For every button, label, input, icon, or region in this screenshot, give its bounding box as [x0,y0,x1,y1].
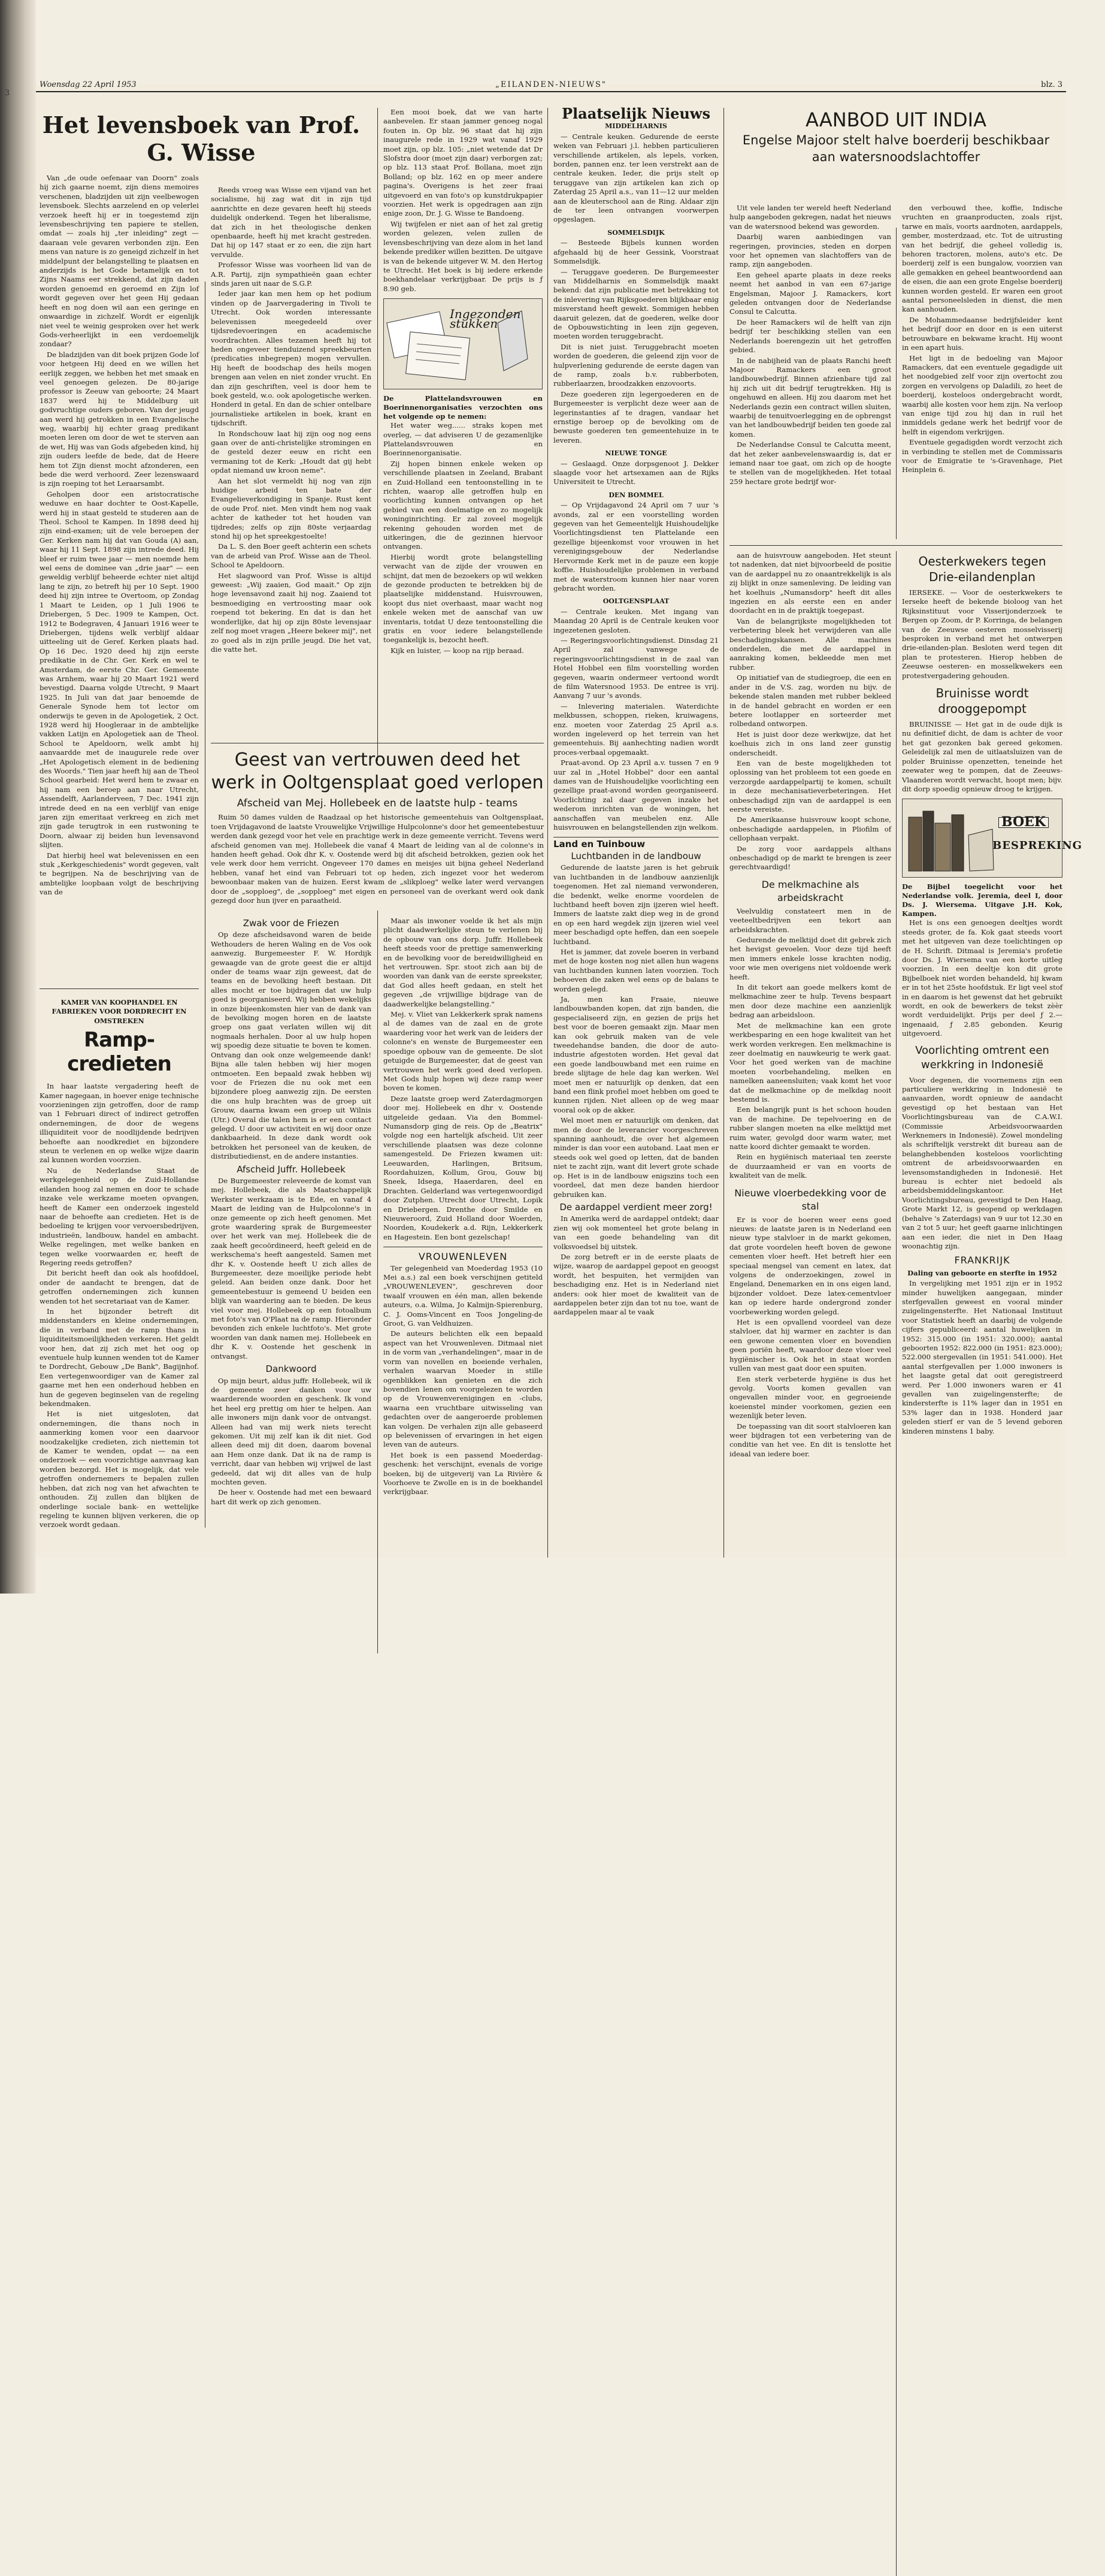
article-paragraph: Aan het slot vermeldt hij nog van zijn huidige arbeid ten bate der Evangelieverkondiging in Spanje. Rust kent de oude Prof. niet. Men vindt hem nog vaak achter de katheder tot het houden van tijdredes; zelfs op zijn 80ste verjaardag stond hij op het spreekgestoelte! [211,476,371,541]
article-wisse-col3 [383,108,543,737]
article-paragraph: De auteurs belichten elk een bepaald aspect van het Vrouwenleven. Ditmaal niet in de vorm van „verhandelingen", maar in de vorm van novellen en boeiende verhalen, verhalen waarvan Moeder in stille ogenblikken kan genieten en die zich bovendien lenen om voorgelezen te worden op de Vrouwenverenigingen en -clubs, waarna een vruchtbare uitwisseling van gedachten over de aangeroerde problemen kan volgen. De verhalen zijn alle gebaseerd op belevenissen of ervaringen in het eigen leven van de auteurs. [383,1329,543,1449]
column-rule [723,108,724,1558]
column-rule [547,108,548,1558]
column-rule [377,911,378,1653]
column-rule [377,108,378,761]
article-paragraph: Dit bericht heeft dan ook als hoofddoel, onder de aandacht te brengen, dat de getroffen ondernemingen zich kunnen wenden tot het secretariaat van de Kamer. [40,1269,199,1305]
article-paragraph: — Geslaagd. Onze dorpsgenoot J. Dekker slaagde voor het artsexamen aan de Rijks Universiteit te Utrecht. [553,459,719,486]
india-subheadline-2: aan watersnoodslachtoffer [812,150,980,164]
article-paragraph: Van „de oude oefenaar van Doorn" zoals hij zich gaarne noemt, zijn diens memoires verschenen, bladzijden uit zijn veelbewogen levensboek. Slechts aarzelend en op velerlei verzoek heeft hij er in toegestemd zijn levensbeschrijving ten papiere te stellen, omdat — zoals hij „ter inleiding" zegt — daaraan vele gevaren verbonden zijn. Een mens van nature is zo geneigd zichzelf in het middelpunt der belangstelling te plaatsen en anderzijds is het Gode betamelijk en tot Zijns Naams eer strekkend, dat zijn daden worden genoemd en geroemd en Zijn lof wordt gegeven over het geen Hij gedaan heeft en nog doen wil aan een geringe en onwaardige in zichzelf. Wordt er eigenlijk niet veel te weinig gesproken over het werk Gods-verheerlijkt in een verdoemelijk zondaar? [40,174,199,349]
article-paragraph: De zorg voor aardappels althans onbeschadigd op de markt te brengen is zeer gerechtvaardigd! [729,844,891,872]
article-paragraph: Da L. S. den Boer geeft achterin een schets van de arbeid van Prof. Wisse aan de Theol. School te Apeldoorn. [211,542,371,570]
article-paragraph: Het slagwoord van Prof. Wisse is altijd geweest: „Wij zaaien, God maait." Op zijn hoge levensavond zaait hij nog. Zaaiend tot besmoediging en vertroosting maar ook roepend tot bekering. En dat is dan het wonderlijke, dat hij op zijn 80ste levensjaar zelf nog moet vragen „Heere bekeer mij", net zo goed als in zijn prille jeugd. Die het vat, die vatte het. [211,571,371,654]
article-paragraph: In dit tekort aan goede melkers komt de melkmachine zeer te hulp. Tevens bespaart men door deze machine een aanzienlijk bedrag aan arbeidsloon. [729,983,891,1020]
article-paragraph: Mej. v. Vliet van Lekkerkerk sprak namens al de dames van de zaal en de grote waardering voor het werk van de leiders der colonne's en wenste de Burgemeester een spoedige opbouw van de gemeente. De slot getuigde de Burgemeester, dat de geest van vertrouwen het werk goed deed verlopen. Met Gods hulp hopen wij deze ramp weer boven te komen. [383,1010,543,1093]
article-paragraph: — Inlevering materialen. Waterdichte melkbussen, schoppen, rieken, kruiwagens, enz. moeten voor Zaterdag 25 April a.s. worden ingeleverd op het terrein van het gemeentehuis. Bij aanhechting nadien wordt proces-verbaal opgemaakt. [553,702,719,757]
article-paragraph: In vergelijking met 1951 zijn er in 1952 minder huwelijken aangegaan, minder sterfgevallen geweest en vooral minder zuigelingensterfte. Het Nationaal Instituut voor Statistiek heeft an daarbij de volgende cijfers gepubliceerd: aantal huwelijken in 1952: 315.000 (in 1951: 320.000); aantal geboorten 1952: 822.000 (in 1951: 823.000); 522.000 stergevallen (in 1951: 541.000). Het aantal sterfgevallen per 1.000 inwoners is het laagste getal dat ooit geregistreerd werd. Per 1.000 inwoners waren er 41 gevallen van zuigelingensterfte; de kindersterfte is 11% lager dan in 1951 en 53% lager dan in 1938. Honderd jaar geleden stierf er van de 5 levend geboren kinderen minstens 1 baby. [902,1279,1062,1435]
article-paragraph: Dit is niet juist. Teruggebracht moeten worden de goederen, die geleend zijn voor de hulpverlening gedurende de eerste dagen van de ramp, zoals b.v. rubberboten, rubberlaarzen, broodzakken enzovoorts. [553,342,719,388]
geest-headline: Geest van vertrouwen deed het werk in Ooltgensplaat goed verlopen [211,749,544,793]
article-paragraph: Ja, men kan Fraaie, nieuwe landbouwbanden kopen, dat zijn banden, die gespecialiseerd zijn, en gezien de prijs het best voor de boeren gemaakt zijn. Maar men kan ook gebruik maken van de vele tweedehandse banden, die door de auto-industrie afgestoten worden. Het geval dat een goede landbouwband met een ruime en brede slijtage de hele dag kan werken. Wel moet men er natuurlijk op denken, dat een band een flink profiel moet hebben om goed te kunnen rijden. Niet alleen op de weg maar vooral ook op de akker. [553,994,719,1114]
article-paragraph: De Amerikaanse huisvrouw koopt schone, onbeschadigde aardappelen, in Pliofilm of cellophaan verpakt. [729,815,891,843]
ingezonden-title: Ingezonden stukken [450,307,521,331]
article-paragraph: Ruim 50 dames vulden de Raadzaal op het historische gemeentehuis van Ooltgensplaat, toen Vrijdagavond de laatste Vrouwelijke Vrijwillige Hulpcolonne's door het gemeentebestuur werden dank gezegd voor het vele en prachtige werk in deze gemeente verricht. Tevens werd afscheid genomen van mej. Hollebeek die vanaf 4 Maart de leiding van al de colonne's in handen heeft gehad. Ook dhr K. v. Oostende werd bij dit afscheid betrokken, gezien ook het vele werk door hem verricht. Ongeveer 170 dames en meisjes uit bijna geheel Nederland hebben, vanaf het eind van Februari tot op heden, zich ingezet voor het wederom bewoonbaar maken van de huizen. Eerst kwam de „slikploeg" welke later werd vervangen door de „sopploeg", de „sopploeg" met eigen en personeel van de overkant werd ook dank gezegd door hun ijver en paraatheid. [211,813,544,905]
article-paragraph: De Burgemeester releveerde de komst van mej. Hollebeek, die als Maatschappelijk Werkster werkzaam is te Ede, en vanaf 4 Maart de leiding van de Hulpcolonne's in onze gemeente op zich heeft genomen. Met grote waardering sprak de Burgemeester over het werk van mej. Hollebeek die de zaak heeft gecoördineerd, heeft geleid en de werkschema's heeft aangesteld. Samen met dhr K. v. Oostende heeft U zich alles de Burgemeester, deze moeilijke periode hebt geleid. Aan beiden onze dank. Door het gemeentebestuur is gemeend U beiden een blijk van waardering aan te bieden. De keus viel voor mej. Hollebeek op een fotoalbum met foto's van O'Plaat na de ramp. Hieronder bevonden zich enkele luchtfoto's. Met grote woorden van dank namen mej. Hollebeek en dhr K. v. Oostende het geschenk in ontvangst. [211,1176,371,1360]
article-paragraph: Reeds vroeg was Wisse een vijand van het socialisme, hij zag wat dit in zijn tijd aanrichtte en deze gevaren heeft hij steeds duidelijk onderkend. Tegen het liberalisme, dat zich in het theologische denken openbaarde, heeft hij met kracht gestreden. Dat hij op 147 staat er zo een, die zijn hart vervulde. [211,186,371,259]
afscheid-heading: Afscheid Juffr. Hollebeek [237,1163,346,1175]
article-paragraph: Praat-avond. Op 23 April a.v. tussen 7 en 9 uur zal in „Hotel Hobbel" door een aantal dames van de Huishoudelijke voorlichting een gezellige praat-avond worden georganiseerd. Voorlichting zal daar gegeven inzake het wederom inrichten van de woningen, het aanschaffen van meubelen enz. Alle huisvrouwen en belangstellenden zijn welkom. [553,758,719,832]
oesterkwekers-heading: Oesterkwekers tegen Drie-eilandenplan [918,554,1046,584]
boek-caption: De Bijbel toegelicht voor het Nederlandse volk. Jeremia, deel I, door Ds. J. Wiersema. Uitgave J.H. Kok, Kampen. [902,882,1062,918]
article-paragraph: IERSEKE. — Voor de oesterkwekers te Ierseke heeft de bekende bioloog van het Rijksinstituut voor Visserijonderzoek te Bergen op Zoom, dr P. Korringa, de belangen van de Zeeuwse oesteren mosselvisserij besproken in verband met het ontwerpen drie-eilanden-plan. Besloten werd tegen dit plan te protesteren. Hierop hebben de Zeeuwse oesteren- en mosselkwekers een protestvergadering gehouden. [902,588,1062,680]
article-india-col2 [902,204,1062,539]
article-paragraph: Het is niet uitgesloten, dat ondernemingen, die thans noch in aanmerking komen voor een daarvoor noodzakelijke credieten, zich niettemin tot de Kamer te wenden, opdat — na een onderzoek — een voorzichtige aanvraag kan worden bezorgd. Het is mogelijk, dat vele getroffen ondernemers te bepalen zullen hebben, dat zich nog van het afwachten te onthouden. Zij zullen dan blijken de onderlinge sociale bank- en wettelijke regeling te kunnen blijven verkeren, die op verzoek wordt gedaan. [40,1410,199,1529]
ingezonden-stukken-illustration [383,298,543,389]
article-paragraph: Een sterk verbeterde hygiëne is dus het gevolg. Voorts komen gevallen van ongevallen minder voor, en gegroeiende koeienstel minder voorkomen, gezien een wezenlijk beter leven. [729,1374,891,1420]
article-paragraph: Deze laatste groep werd Zaterdagmorgen door mej. Hollebeek en dhr v. Oostende uitgeleide gedaan. Via den Bommel-Numansdorp ging de reis. Op de „Beatrix" volgde nog een hartelijk afscheid. Uit zeer verschillende plaatsen was deze colonne samengesteld. De Friezen kwamen uit: Leeuwarden, Harlingen, Britsum, Roordahuizen, Kollum, Grou, Gouw bij Sneek, Idsega, Haaerdaren, deel en Drachten. Gelderland was vertegenwoordigd door Zutphen. Utrecht door Utrecht, Lopik en Driebergen. Drenthe door Smilde en Nieuweroord, Zuid Holland door Woerden, Noorden, Koudekerk a.d. Rijn, Lekkerkerk en Hagestein. Een bont gezelschap! [383,1094,543,1241]
article-paragraph: Deze goederen zijn legergoederen en de Burgemeester is verplicht deze weer aan de legerinstanties af te dragen, vandaar het ernstige beroep op de bevolking om de bewuste goederen ten gemeentehuize in te leveren. [553,389,719,445]
article-paragraph: Wel moet men er natuurlijk om denken, dat men de door de leverancier voorgeschreven spanning aanhoudt, die over het algemeen minder is dan voor een autoband. Laat men er steeds ook wel goed op letten, dat de banden niet te zacht zijn, want dit levert grote schade op. Het is in de landbouw enigszins toch een voordeel, dat men deze banden hierdoor gebruiken kan. [553,1116,719,1199]
article-paragraph: Veelvuldig constateert men in de veeteeltbedrijven een tekort aan arbeidskrachten. [729,906,891,934]
article-paragraph: Kijk en luister, — koop na rijp beraad. [390,646,524,655]
article-paragraph: Een mooi boek, dat we van harte aanbevelen. Er staan jammer genoeg nogal fouten in. Op blz. 96 staat dat hij zijn inaugurele rede in 1929 wat vanaf 1929 moet zijn, op blz. 105: „niet wetende dat Dr Slofstra door (moet zijn daar) verborgen zat; op blz. 113 staat Prof. Bollana, moet zijn Bolland; op blz. 162 en op meer andere pagina's. Overigens is het zeer fraai uitgevoerd en van foto's op kunstdrukpapier voorzien. Het werk is opgedragen aan zijn enige zoon, Dr. J. G. Wisse te Bandoeng. [383,108,543,218]
plaatselijk-headline: Plaatselijk Nieuws [562,105,710,122]
zwak-heading: Zwak voor de Friezen [243,918,340,929]
article-paragraph: Er is voor de boeren weer eens goed nieuws: de laatste jaren is in Nederland een nieuw type stalvloer in de markt gekomen, dat grote voordelen heeft boven de gewone cementen vloer heeft. Het betreft hier een speciaal mengsel van cement en latex, dat volgens de onderzoekingen, zowel in Engeland, Denemarken en in ons eigen land, bijzonder voldoet. Deze latex-cementvloer kan op iedere harde ondergrond zonder voorbewerking worden gelegd. [729,1215,891,1316]
section-rule [40,988,199,989]
article-ramp-credieten [40,994,199,1534]
ooltgensplaat-heading: OOLTGENSPLAAT [603,597,670,606]
article-paragraph: den verbouwd thee, koffie, Indische vruchten en graanproducten, zoals rijst, tarwe en maïs, voorts aardnoten, aardappels, gember, mosterdzaad, etc. Tot de uitrusting van het bedrijf, die geheel volledig is, behoren tractoren, molens, auto's etc. De boerderij zelf is een bungalow, voorzien van alle gemakken en geheel beantwoordend aan de eisen, die aan een grote Engelse boerderij kunnen worden gesteld. Er waren een groot aantal personeelsleden in dienst, die men kan aanhouden. [902,204,1062,314]
article-paragraph: Op initiatief van de studiegroep, die een en ander in de V.S. zag, worden nu bijv. de bekende stalen manden met rubber bekleed in de handel gebracht en worden er een betere lootlapper en sorteerder met rolbedand ontworpen. [729,673,891,728]
article-paragraph: Het ligt in de bedoeling van Majoor Ramackers, dat een eventuele gegadigde uit het noodgebied zelf voor zijn overtocht zou zorgen en vervolgens op Daladili, zo heet de boerderij, kosteloos ondergebracht wordt, waarbij alle kosten voor hem zijn. Na verloop van enige tijd zou hij dan in ruil het inmiddels gedane werk het bedrijf voor de helft in eigendom verkrijgen. [902,353,1062,436]
article-paragraph: Daarbij waren aanbiedingen van regeringen, provincies, steden en dorpen voor het opnemen van slachtoffers van de ramp, zijn aangeboden. [729,232,891,269]
article-paragraph: Eventuele gegadigden wordt verzocht zich in verbinding te stellen met de Commissaris voor de Emigratie te 's-Gravenhage, Piet Heinplein 6. [902,438,1062,474]
article-geest-col2 [383,917,543,1528]
article-paragraph: Het is jammer, dat zovele boeren in verband met de hoge kosten nog niet allen hun wagens van luchtbanden kunnen laten voorzien. Toch behoeven die zaken wel eens op de balans te worden gelegd. [553,947,719,993]
masthead: „EILANDEN-NIEUWS" [495,80,607,89]
boek-label: BOEK [998,817,1049,827]
newspaper-page [36,80,1083,1558]
india-subheadline: Engelse Majoor stelt halve boerderij beschikbaar [742,133,1050,147]
article-paragraph: Zij hopen binnen enkele weken op verschillende plaatsen in Zeeland, Brabant en Zuid-Holland een tentoonstelling in te richten, waarop alle getroffen hulp en voorlichting kunnen ontvangen op het gebied van een doelmatige en zo mogelijk woninginrichting. Er zal zoveel mogelijk rekening gehouden worden met de uitkeringen, die de gezinnen hiervoor ontvangen. [383,459,543,551]
page-number: blz. 3 [1041,80,1062,89]
article-paragraph: Wij twijfelen er niet aan of het zal gretig worden gelezen, velen zullen de levensbeschrijving van deze alom in het land bekende prediker willen bezitten. De uitgave is van de bekende uitgever W. M. den Hertog te Utrecht. Het boek is bij iedere erkende boekhandelaar verkrijgbaar. De prijs is ƒ 8.90 geb. [383,219,543,293]
geest-subheadline: Afscheid van Mej. Hollebeek en de laatste hulp - teams [237,797,518,809]
column-rule [896,551,897,1534]
article-paragraph: Gedurende de melktijd doet dit gebrek zich het hevigst gevoelen. Voor deze tijd heeft men immers enkele losse krachten nodig, voor wie men overigens niet voldoende werk heeft. [729,936,891,981]
voorlichting-heading: Voorlichting omtrent een werkkring in Indonesië [915,1044,1049,1071]
edge-page-number: 3 [5,89,10,98]
article-paragraph: In het bijzonder betreft dit middenstanders en kleine ondernemingen, die in verband met de ramp thans in liquiditeitsmoeilijkheden verkeren. Het geldt voor hen, dat zij zich met het oog op eventuele hulp kunnen wenden tot de Kamer te Dordrecht, Gebouw „De Bank", Bagijnhof. Een vertegenwoordiger van de Kamer zal gaarne met hen een onderhoud hebben en hun de gegeven beginselen van de regeling bekendmaken. [40,1307,199,1408]
article-geest-col1 [211,917,371,1528]
wisse-headline: Het levensboek van Prof. G. Wisse [42,111,361,166]
article-paragraph: — Op Vrijdagavond 24 April om 7 uur 's avonds, zal er een voorstelling worden gegeven van het Gemeentelijk Huishoudelijke Voorlichtingsdienst ten Plattelande een gezellige bijeenkomst voor vrouwen in het verenigingsgebouw der Nederlandse Hervormde Kerk met in de pauze een kopje koffie. Huishoudelijke problemen in verband met de waterstroom kunnen hier naar voren gebracht worden. [553,501,719,592]
luchtbanden-heading: Luchtbanden in de landbouw [571,850,701,861]
article-paragraph: Het is juist door deze werkwijze, dat het koelhuis zich in ons land zeer gunstig onderscheidt. [729,730,891,757]
article-paragraph: — Teruggave goederen. De Burgemeester van Middelharnis en Sommelsdijk maakt bekend: dat zijn publicatie met betrekking tot de inlevering van Rijksgoederen blijkbaar enig misverstand heeft gewekt. Sommigen hebben daaruit gelezen, dat de goederen, welke door de Opbouwstichting in leen zijn gegeven, moeten worden teruggebracht. [553,267,719,341]
article-paragraph: Professor Wisse was voorheen lid van de A.R. Partij, zijn sympathieën gaan echter sinds jaren uit naar de S.G.P. [211,261,371,288]
article-paragraph: In Rondschouw laat hij zijn oog nog eens gaan over de anti-christelijke stromingen en de gesteld dezer eeuw en richt een vermaning tot de Kerk: „Houdt dat gij hebt opdat niemand uw kroon neme". [211,429,371,475]
article-paragraph: Het water weg...... straks kopen met overleg, — dat adviseren U de gezamenlijke Plattelandsvrouwen en Boerinnenorganisatie. [383,421,543,458]
article-paragraph: Geholpen door een aristocratische weduwe en haar dochter te Oost-Kapelle, werd hij in staat gesteld te studeren aan de Theol. School te Kampen. In 1898 deed hij zijn eind-examen; uit de vele beroepen der Ger. Kerken nam hij dat van Gouda (A) aan, waar hij 11 Sept. 1898 zijn intrede deed. Hij bleef er ruim twee jaar — men noemde hem wel eens de dominee van „drie jaar" — een geweldig verblijf beheerde echter niet altijd lang te zijn, zo betreft hij per 10 Sept. 1900 deed hij zijn intree te Overtoom, op Zondag 1 Maart te Leiden, op 1 Juli 1906 te Driebergen, 5 Dec. 1909 te Kampen, Oct. 1912 te Bodegraven, 4 Januari 1916 weer te Driebergen, tijdens welk verblijf aldaar uitteeling uit de Geref. Kerken plaats had. Op 16 Dec. 1920 deed hij zijn eerste predikatie in de Chr. Ger. Kerk en wel te Amsterdam, de eerste Chr. Ger. Gemeente was Arnhem, waar hij 20 Maart 1921 werd bevestigd. Daarna volgde Utrecht, 9 Maart 1925. In Juli van dat jaar benoemde de Generale Synode hem tot lector om onderwijs te geven in de Apologetiek, 2 Oct. 1928 werd hij Hoogleraar in de ambtelijke vakken Latijn en Apologetiek aan de Theol. School te Apeldoorn, welk ambt hij aanvaardde met de inaugurele rede over „Het Apologetisch element in de bediening des Woords." Tien jaar heeft hij aan de Theol School gearbeid: Het werd hem te zwaar en hij nam een beroep aan naar Utrecht, Assendelft, Aarlanderveen, 7 Dec. 1941 zijn intrede deed en na een verblijf van enige jaren zijn emeritaat verkreeg en zich met zijn gade terugtrok in een rustwoning te Doorn, alwaar zij beiden hun levensavond slijten. [40,489,199,849]
bespreking-label: BESPREKING [992,839,1083,852]
article-paragraph: Een belangrijk punt is het schoon houden van de machine. De tepelvoering en de rubber slangen moeten na elke melktijd met ruim water, gevolgd door warm water, met natte koord dichter gemaakt te worden. [729,1105,891,1151]
land-tuinbouw-heading: Land en Tuinbouw [553,839,646,850]
article-paragraph: Het is een opvallend voordeel van deze stalvloer, dat hij warmer en zachter is dan een gewone cementen vloer en bovendien geen poriën heeft, waardoor deze vloer veel hygiënischer is. Ook het in staat worden vullen van mest gaat door een spuiten. [729,1318,891,1373]
article-paragraph: BRUINISSE — Het gat in de oude dijk is nu definitief dicht, de dam is achter de voor het gat gezonken bak gereed gekomen. Geleidelijk zal men de uitlaatsluizen van de polder Bruinisse openzetten, teneinde het zeewater weg te pompen, dat de Zeeuws-Vlaanderen wordt verwacht, hoopt men; bijv. dit dorp spoedig opnieuw droog te krijgen. [902,720,1062,793]
article-paragraph: — Centrale keuken. Gedurende de eerste weken van Februari j.l. hebben particulieren verschillende artikelen, als lepels, vorken, borden, pannen enz. ter leen verstrekt aan de centrale keuken. Ieder, die prijs stelt op teruggave van zijn artikelen kan zich op Zaterdag 25 April a.s., van 11—12 uur melden aan de kleuterschool aan de Ring. Aldaar zijn de ter leen ontvangen voorwerpen opgeslagen. [553,132,719,224]
article-paragraph: Maar als inwoner voelde ik het als mijn plicht daadwerkelijke steun te verlenen bij de opbouw van ons dorp. Juffr. Hollebeek heeft steeds voor de prettige samenwerking en de bevolking voor de bereidwilligheid en het vertrouwen. Spr. stoot zich aan bij de woorden van dank van de eerste spreekster, dat God alles heeft gedaan, en stelt het gegeven „de vrijwillige bijdrage van de daadwerkelijke belangstelling." [383,917,543,1008]
article-paragraph: De heer v. Oostende had met een bewaard hart dit werk op zich genomen. [211,1488,371,1506]
middelharnis-heading: MIDDELHARNIS [605,122,667,131]
article-paragraph: — Regeringsvoorlichtingsdienst. Dinsdag 21 April zal vanwege de regeringsvoorlichtingsdienst in de zaal van Hotel Hobbel een film voorstelling worden gegeven, waarin ondermeer vertoond wordt de film Watersnood 1953. De entree is vrij. Aanvang 7 uur 's avonds. [553,636,719,700]
article-paragraph: De Mohammedaanse bedrijfsleider kent het bedrijf door en door en is een uiterst betrouwbare en bekwame kracht. Hij woont in een apart huis. [902,315,1062,352]
books-icon [903,799,1062,876]
article-paragraph: De Nederlandse Consul te Calcutta meent, dat het zeker aanbevelenswaardig is, dat er iemand naar toe gaat, om zich op de hoogte te stellen van de mogelijkheden. Het totaal 259 hectare grote bedrijf wor- [729,440,891,486]
article-paragraph: — Besteede Bijbels kunnen worden afgehaald bij de heer Gessink, Voorstraat Sommelsdijk. [553,238,719,266]
article-paragraph: De heer Ramackers wil de helft van zijn bedrijf ter beschikking stellen van een Nederlands boerengezin uit het getroffen gebied. [729,318,891,355]
article-paragraph: Met de melkmachine kan een grote werkbesparing en een hoge kwaliteit van het werk worden verkregen. Een melkmachine is zeer doelmatig en nauwkeurig te werk gaat. Voor het goed werken van de machine moeten voorbehandeling, melken en namelken aaneensluiten; vaak komt het voor dat de melkmachine op de melkdag nooit bestemd is. [729,1021,891,1103]
article-plaatselijk-nieuws [553,105,719,1558]
article-paragraph: Van de belangrijkste mogelijkheden tot verbetering bleek het verwijderen van alle beschadigingskansen. Alle machines onderdelen, die met de aardappel in aanraking komen, bekleedde men met rubber. [729,616,891,672]
article-paragraph: Hierbij wordt grote belangstelling verwacht van de zijde der vrouwen en schijnt, dat men de bezoekers op wil wekken de gezonde producten te betrekken bij de plaatselijke middenstand. Huisvrouwen, koopt dus niet overhaast, maar wacht nog enkele weken met de aanschaf van uw inventaris, totdat U deze tentoonstelling die gratis en voor iedere belangstellende toegankelijk is, bezocht heeft. [383,552,543,645]
kamer-heading: KAMER VAN KOOPHANDEL EN FABRIEKEN VOOR DORDRECHT EN OMSTREKEN [52,999,187,1025]
frankrijk-heading: FRANKRIJK [954,1254,1010,1266]
article-paragraph: Uit vele landen ter wereld heeft Nederland hulp aangeboden gekregen, nadat het nieuws van de watersnood bekend was geworden. [729,204,891,231]
article-paragraph: — Centrale keuken. Met ingang van Maandag 20 April is de Centrale keuken voor ingezetenen gesloten. [553,607,719,634]
article-paragraph: Rein en hygiënisch materiaal ten zeerste de duurzaamheid er van en voorts de kwaliteit van de melk. [729,1153,891,1180]
article-paragraph: Het boek is een passend Moederdag-geschenk: het verschijnt, evenals de vorige boeken, bij de uitgeverij van La Rivière & Voorhoeve te Zwolle en is in de boekhandel verkrijgbaar. [383,1450,543,1496]
article-paragraph: De bladzijden van dit boek prijzen Gode lof voor hetgeen Hij deed en we willen het eerlijk zeggen, we hebben het met smaak en veel genoegen gelezen. De 80-jarige professor is Zeeuw van geboorte; 24 Maart 1837 werd hij te Middelburg uit godvruchtige ouders geboren. Van der jeugd aan werd hij getrokken in een Evangelische weg, waarbij hij echter graag predikant moeten leren om door de wet te sterven aan de wet, Hij was van Gods afgebeden kind, hij zijn ouders leefde de bede, dat de Heere hem tot Zijn dienst mocht afzonderen, een bede die werd verhoord. Zeer lezenswaard is zijn roeping tot het Leraarsambt. [40,350,199,488]
article-wisse-col2 [211,186,371,737]
article-paragraph: Dat hierbij heel wat belevenissen en een stuk „Kerkgeschiedenis" wordt gegeven, valt te begrijpen. Na de beschrijving van de ambtelijke loopbaan volgt de beschrijving van de [40,851,199,897]
issue-date: Woensdag 22 April 1953 [40,80,137,89]
article-stal-melk [729,551,891,1534]
article-paragraph: Nu de Nederlandse Staat de werkgelegenheid op de Zuid-Hollandse eilanden hoog zal nemen en door te schade inzake vele werkzame moeten opvangen, heeft de Kamer een onderzoek ingesteld naar de behoefte aan credieten. Het is de bedoeling te krijgen voor vervoersbedrijven, industrieën, landbouw, handel en ambacht. Welke regelingen, met welke banken en tegen welke voorwaarden er, heeft de Regering reeds getroffen? [40,1166,199,1267]
article-paragraph: In de nabijheid van de plaats Ranchi heeft Majoor Ramackers een groot landbouwbedrijf. Binnen afzienbare tijd zal hij zich uit dit bedrijf terugtrekken. Hij is ongehuwd en alleen. Hij zou daarom met het Nederlands gezin een contract willen sluiten, waarbij de tenuitvoerlegging en de opbrengst van het landbouwbedrijf beiden ten goede zal komen. [729,356,891,439]
bruinisse-heading: Bruinisse wordt drooggepompt [936,686,1029,716]
article-right-column [902,551,1083,1534]
article-paragraph: In haar laatste vergadering heeft de Kamer nagegaan, in hoever enige technische voorzieningen zijn getroffen, door de ramp van 1 Februari direct of indirect getroffen ondernemingen, de door de wegens illiquiditeit voor de noodlijdende bedrijven behoefte aan noodkrediet en bijzondere steun te verlenen en op welke wijze daarin zal kunnen worden voorzien. [40,1082,199,1165]
article-paragraph: Ter gelegenheid van Moederdag 1953 (10 Mei a.s.) zal een boek verschijnen getiteld „VROUWENLEVEN", geschreven door twaalf vrouwen en één man, allen bekende auteurs, o.a. Wilma, Jo Kalmijn-Spierenburg, C. J. Ooms-Vincent en Toos Jongeling-de Groot, G. van Veldhuizen. [383,1263,543,1328]
article-paragraph: De toepassing van dit soort stalvloeren kan weer bijdragen tot een verbetering van de conditie van het vee. En dit is tenslotte het ideaal van iedere boer. [729,1422,891,1458]
india-headline: AANBOD UIT INDIA [806,108,986,131]
section-rule [729,545,1062,546]
article-paragraph: In Amerika werd de aardappel ontdekt; daar zien wij ook momenteel het grote belang in van een goede behandeling van dit volksvoedsel bij uitstek. [553,1214,719,1251]
binding-edge-text [2,84,32,1522]
aardappel-heading: De aardappel verdient meer zorg! [559,1201,713,1213]
ramp-credieten-headline: Ramp-credieten [67,1028,171,1077]
sommelsdijk-heading: SOMMELSDIJK [607,228,665,237]
column-rule [896,228,897,539]
article-paragraph: De zorg betreft er in de eerste plaats de wijze, waarop de aardappel gepoot en geoogst wordt, het bespuiten, het vermijden van beschadiging enz. Het is in Nederland niet anders: ook hier moet de kwaliteit van de aardappelen beter zijn dan tot nu toe, want de aardappelen maar al te vaak [553,1252,719,1317]
article-india-col1 [729,204,891,539]
den-bommel-heading: DEN BOMMEL [608,491,664,499]
article-paragraph: Een van de beste mogelijkheden tot oplossing van het probleem tot een goede en verzorgde aardappelpartij te komen, schuilt in deze mechanisatieverbeteringen. Het onbeschadigd zijn van de aardappel is een eerste vereiste. [729,758,891,814]
nieuwe-tonge-heading: NIEUWE TONGE [605,449,667,458]
article-paragraph: Het is ons een genoegen deeltjes wordt steeds groter, de fa. Kok gaat steeds voort met het uitgeven van deze toelichtingen op de H. Schrift. Ditmaal is Jeremia's profetie door Ds. J. Wiersema van een korte uitleg voorzien. In een deeltje kon dit grote Bijbelboek niet worden behandeld, hij kwam er in tot het 25ste hoofdstuk. Er ligt veel stof in en daarom is het gewenst dat het gebruikt wordt, en ook de bewerkers de tekst zèèr wordt verduidelijkt. Prijs per deel ƒ 2.— ingenaaid, ƒ 2.85 gebonden. Keurig uitgevoerd. [902,918,1062,1038]
vrouwenleven-heading: VROUWENLEVEN [418,1251,508,1263]
page-header [36,80,1066,101]
header-rule [36,91,1066,92]
frankrijk-subheading: Daling van geboorte en sterfte in 1952 [907,1268,1057,1277]
vloerbedekking-heading: Nieuwe vloerbedekking voor de stal [734,1187,886,1212]
article-paragraph: aan de huisvrouw aangeboden. Het steunt tot nadenken, dat niet bijvoorbeeld de positie van de aardappel nu zo onaantrekkelijk is als zij blijkt in onze samenleving. De leiding van het koelhuis „Numansdorp" heeft dit alles ingezien en als eerste een en ander doordacht en in de praktijk toegepast. [729,551,891,615]
article-paragraph: Ieder jaar kan men hem op het podium vinden op de Jaarvergadering in Tivoli te Utrecht. Ook worden interessante belevenissen meegedeeld over tijdsredevoeringen en academische voordrachten. Alles tezamen heeft hij tot heden ongeveer tienduizend spreekbeurten (predicaties inbegrepen) mogen vervullen. Hij heeft de boodschap des heils mogen brengen aan velen en niet zonder vrucht. En dan zijn geschriften, veel is door hem te boek gesteld, w.o. ook apologetische werken. Honderd in getal. En dan de schier ontelbare journalistieke artikelen in boek, krant en tijdschrift. [211,289,371,428]
ingezonden-caption: De Plattelandsvrouwen en Boerinnenorganisaties verzochten ons het volgende op te nemen: [383,394,543,421]
article-paragraph: Gedurende de laatste jaren is het gebruik van luchtbanden in de landbouw aanzienlijk toegenomen. Het zal niemand verwonderen, die bedenkt, welke enorme voordelen de luchtband heeft boven zijn ijzeren wiel heeft. Immers de laatste zakt diep weg in de grond en op een hard wegdek zijn ijzeren wiel veel meer beschadigd opte heffen, dan een soepele luchtband. [553,863,719,946]
boekbespreking-illustration [902,799,1083,878]
article-geest-intro [211,749,544,911]
article-paragraph: Op deze afscheidsavond waren de beide Wethouders de heren Waling en de Vos ook aanwezig. Burgemeester F. W. Hordijk gewaagde van de grote geest die er altijd onder de teams waar zijn geweest, dat de teams en de bevolking heeft bestaan. Dit alles mocht er toe bijdragen dat uw hulp goed is georganiseerd. Wij hebben wekelijks in onze bijeenkomsten hier van de dank van de bevolking mogen horen en de laatste groep ons gaat verlaten willen wij dit nogmaals herhalen. Door al uw hulp hopen wij spoedig deze situatie te boven te komen. Ontvang dan ook onze welgemeende dank! Bijna alle talen hebben wij hier mogen ontmoeten. Een bepaald zwak hebben wij voor de Friezen die nu ook met een bijzondere ploeg aanwezig zijn. De eersten die ons hulp brachten was de groep uit Grouw, daarna kwam een groep uit Wilnis (Utr.) Overal die talen hem is er een contact gelegd. U door uw activiteit en wij door onze dankbaarheid. In deze dank wordt ook betrokken het personeel van de keuken, de distributiedienst, en de andere instanties. [211,930,371,1161]
article-paragraph: Voor degenen, die voornemens zijn een particuliere werkkring in Indonesië te aanvaarden, wordt opnieuw de aandacht gevestigd op het bestaan van Het Voorlichtingsbureau van de C.A.W.I. (Commissie Arbeidsvoorwaarden Werknemers in Indonesië). Zowel mondeling als schriftelijk verstrekt dit bureau aan de belanghebbenden kosteloos voorlichting omtrent de arbeidsvoorwaarden en levensomstandigheden in Indonesië. Het bureau is echter niet bedoeld als arbeidsbemiddelingskantoor. Het Voorlichtingsbureau, gevestigd te Den Haag, Grote Markt 12, is geopend op werkdagen (behalve 's Zaterdags) van 9 uur tot 12.30 en van 2 tot 5 uur; het geeft gaarne inlichtingen aan een ieder, die niet in Den Haag woonachtig zijn. [902,1075,1062,1250]
article-paragraph: Op mijn beurt, aldus juffr. Hollebeek, wil ik de gemeente zeer danken voor uw waarderende woorden en geschenk. Ik vond het heel erg prettig om hier te helpen. Aan alle inwoners mijn dank voor de ontvangst. Alleen had van mij werk niets terecht gekomen. Uit mij zelf kan ik dit niet. God alleen deed mij dit doen, daarom bovenal aan Hem onze dank. Dat ik na de ramp is verricht, daar van hebben wij vrijwel de last gedeeld, dat wij dit alles van de hulp mochten geven. [211,1376,371,1486]
melkmachine-heading: De melkmachine als arbeidskracht [761,878,859,903]
dankwoord-heading: Dankwoord [265,1363,317,1375]
article-paragraph: Een geheel aparte plaats in deze reeks neemt het aanbod in van een 67-jarige Engelsman, Majoor J. Ramackers, kort geleden ontvangen door de Nederlandse Consul te Calcutta. [729,270,891,316]
